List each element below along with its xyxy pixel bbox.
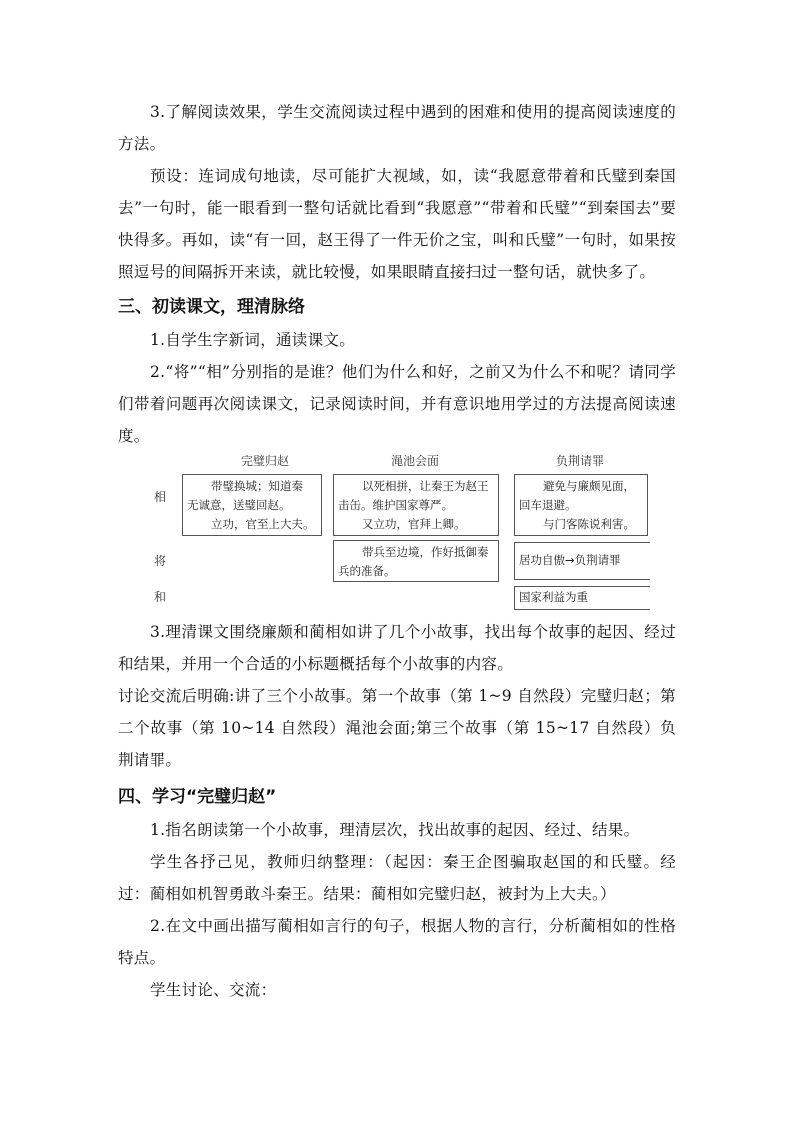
row-label-xiang: 相 [154, 490, 167, 504]
cell-xiang-mianchi: 以死相拼，让秦王为赵王 击缶。维护国家尊严。 又立功，官拜上卿。 [333, 474, 499, 536]
paragraph-self-study: 1.自学生字新词，通读课文。 [150, 331, 355, 349]
paragraph-teacher-summary: 学生各抒己见，教师归纳整理：（起因：秦王企图骗取赵国的和氏璧。经过：蔺相如机智勇敢斗秦王。结果：蔺相如完璧归赵，被封为上大夫。） [118, 853, 676, 903]
cell-he-fujing: 国家利益为重 [514, 586, 650, 610]
story-diagram [150, 452, 660, 612]
column-header-3: 负荆请罪 [555, 454, 604, 468]
column-header-1: 完璧归赵 [240, 454, 289, 468]
paragraph-mark-sentences: 2.在文中画出描写蔺相如言行的句子，根据人物的言行，分析蔺相如的性格特点。 [118, 917, 676, 967]
paragraph-students-discuss: 学生讨论、交流： [150, 981, 277, 999]
paragraph-question: 2.“将”“相”分别指的是谁？他们为什么和好，之前又为什么不和呢？请同学们带着问题再次阅读课文，记录阅读时间，并有意识地用学过的方法提高阅读速度。 [118, 363, 676, 445]
cell-xiang-fujing: 避免与廉颇见面， 回车退避。 与门客陈说利害。 [514, 474, 648, 536]
section-heading-4: 四、学习“完璧归赵” [118, 787, 277, 807]
paragraph-discussion-result: 讨论交流后明确:讲了三个小故事。第一个故事（第 1~9 自然段）完璧归赵；第二个故事（第 10~14 自然段）渑池会面;第三个故事（第 15~17 自然段）负荆请罪。 [118, 687, 676, 769]
paragraph-sort-stories: 3.理清课文围绕廉颇和蔺相如讲了几个小故事，找出每个故事的起因、经过和结果，并用一个合适的小标题概括每个小故事的内容。 [118, 623, 676, 673]
cell-jiang-mianchi: 带兵至边境，作好抵御秦 兵的准备。 [333, 540, 499, 582]
section-heading-3: 三、初读课文，理清脉络 [118, 297, 305, 317]
paragraph-preset: 预设：连词成句地读，尽可能扩大视域，如，读“我愿意带着和氏璧到秦国去”一句时，能一眼看到一整句话就比看到“我愿意”“带着和氏璧”“到秦国去”要快得多。再如，读“有一回，赵王得了一件无价之宝，叫和氏璧”一句时，如果按照逗号的间隔拆开来读，就比较慢，如果眼睛直接扫过一整句话，就快多了。 [118, 167, 676, 281]
column-header-2: 渑池会面 [390, 454, 439, 468]
paragraph-read-aloud: 1.指名朗读第一个小故事，理清层次，找出故事的起因、经过、结果。 [150, 821, 640, 839]
row-label-jiang: 将 [154, 554, 167, 568]
row-label-he: 和 [154, 590, 167, 604]
paragraph-reading-effect: 3.了解阅读效果，学生交流阅读过程中遇到的困难和使用的提高阅读速度的方法。 [118, 103, 676, 153]
cell-xiang-wanbi: 带璧换城；知道秦 无诚意，送璧回赵。 立功，官至上大夫。 [182, 474, 322, 536]
cell-jiang-fujing: 居功自傲→负荆请罪 [514, 542, 650, 580]
